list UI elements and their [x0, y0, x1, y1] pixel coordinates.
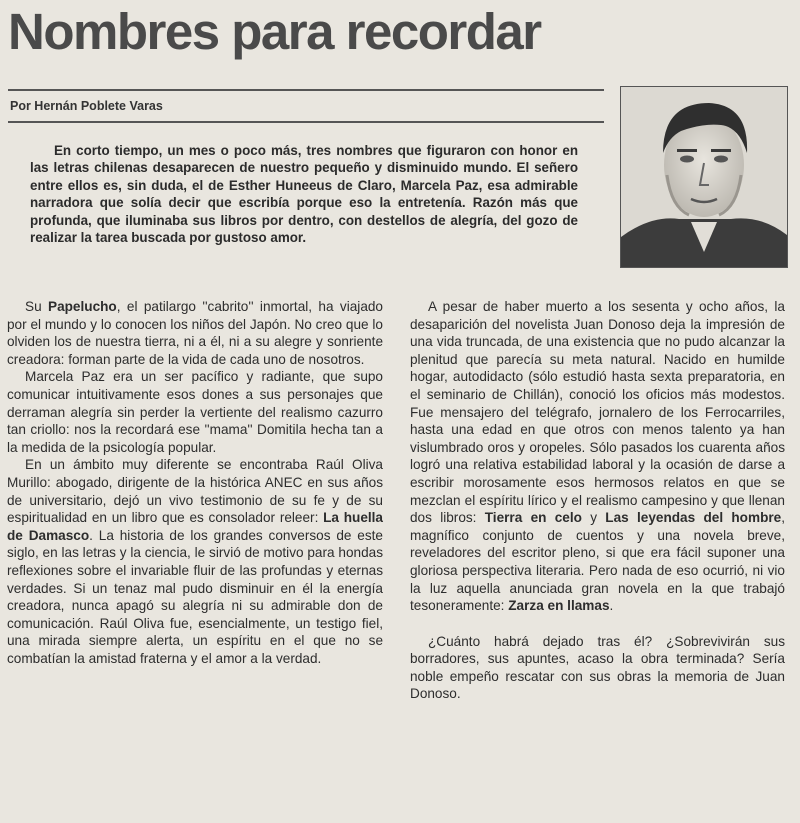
right-paragraph-1	[410, 298, 785, 615]
author-portrait	[620, 86, 788, 268]
text-run: .	[609, 598, 614, 614]
text-run: , el patilargo ''cabrito'' inmortal, ha viajado por el mundo y lo conocen los niños del Japón. No creo que lo olviden los de nuestra tierra, ni a él, ni a su alegre y sonriente creadora: forman parte de la vida de cada uno de nosotros.	[7, 299, 383, 367]
left-paragraph-1	[7, 298, 383, 368]
article-column-right	[410, 298, 785, 703]
right-paragraph-2: ¿Cuánto habrá dejado tras él? ¿Sobrevivirán sus borradores, sus apuntes, acaso la obra terminada? Sería noble empeño rescatar con sus obras la memoria de Juan Donoso.	[410, 633, 785, 702]
author-portrait-image	[621, 87, 787, 267]
article-column-left	[7, 298, 383, 667]
left-paragraph-3	[7, 456, 383, 667]
book-title-leyendas-del-hombre: Las leyendas del hombre	[605, 510, 782, 526]
rule-bottom	[8, 121, 604, 123]
article-byline: Por Hernán Poblete Varas	[10, 99, 163, 113]
article-headline: Nombres para recordar	[8, 3, 541, 60]
book-title-zarza-en-llamas: Zarza en llamas	[508, 598, 610, 614]
text-run: . La historia de los grandes conversos de este siglo, en las letras y la ciencia, le sirvió de motivo para hondas reflexiones sobre el invariable fluir de las profundas y eternas verdades. Si un tenaz mal pudo disminuir en él la energía creadora, nunca apagó su alegría ni su admirable don de comunicación. Raúl Oliva fue, esencialmente, un testigo fiel, una mirada siempre alerta, un espíritu en el que no se combatían la amistad fraterna y el amor a la verdad.	[7, 527, 383, 666]
book-title-huella-de-damasco: La huella de Damasco	[7, 510, 383, 543]
text-run: , magnífico conjunto de cuentos y una novela breve, reveladores del escritor pleno, si que era fácil suponer una gloriosa perspectiva literaria. Pero nada de eso ocurrió, ni vio la luz aquella anunciada gran novela en la que trabajó tesoneramente:	[410, 510, 786, 614]
book-title-tierra-en-celo: Tierra en celo	[484, 510, 582, 526]
article-lead: En corto tiempo, un mes o poco más, tres nombres que figuraron con honor en las letras chilenas desaparecen de nuestro pequeño y disminuido mundo. El señero entre ellos es, sin duda, el de Esther Huneeus de Claro, Marcela Paz, esa admirable narradora que solía decir que escribía porque eso la entretenía. Razón más que profunda, que iluminaba sus libros por dentro, con destellos de alegría, del gozo de realizar la tarea buscada por gustoso amor.	[30, 143, 578, 246]
text-run: A pesar de haber muerto a los sesenta y ocho años, la desaparición del novelista Juan Donoso deja la impresión de una vida truncada, de una existencia que no pudo alcanzar la plenitud que parecía su meta natural. Nacido en humilde hogar, autodidacto (sólo estudió hasta sexta preparatoria, en el seminario de Chillán), conoció los oficios más modestos. Fue mensajero del telégrafo, jornalero de los Ferrocarriles, hasta una edad en que otros con menos talento ya han vislumbrado oros y oropeles. Sólo pasados los cuarenta años logró una relativa estabilidad laboral y la ocasión de darse a escribir morosamente esos hermosos relatos en que se mezclan el espíritu lírico y el realismo campesino y que llenan dos libros:	[410, 299, 785, 526]
book-title-papelucho: Papelucho	[48, 299, 117, 314]
left-paragraph-2: Marcela Paz era un ser pacífico y radiante, que supo comunicar intuitivamente esos dones a sus personajes que derraman alegría sin perder la vertiente del realismo cazurro tan criollo: nos la recordará ese ''mama'' Domitila hecha tan a la medida de la psicología popular.	[7, 369, 383, 455]
text-run: Su	[25, 299, 48, 314]
text-run: y	[581, 510, 606, 526]
text-run: En un ámbito muy diferente se encontraba Raúl Oliva Murillo: abogado, dirigente de la histórica ANEC en sus años de universitario, dejó un vivo testimonio de su fe y de su espiritualidad en un libro que es consolador releer:	[7, 457, 383, 526]
rule-top	[8, 89, 604, 91]
